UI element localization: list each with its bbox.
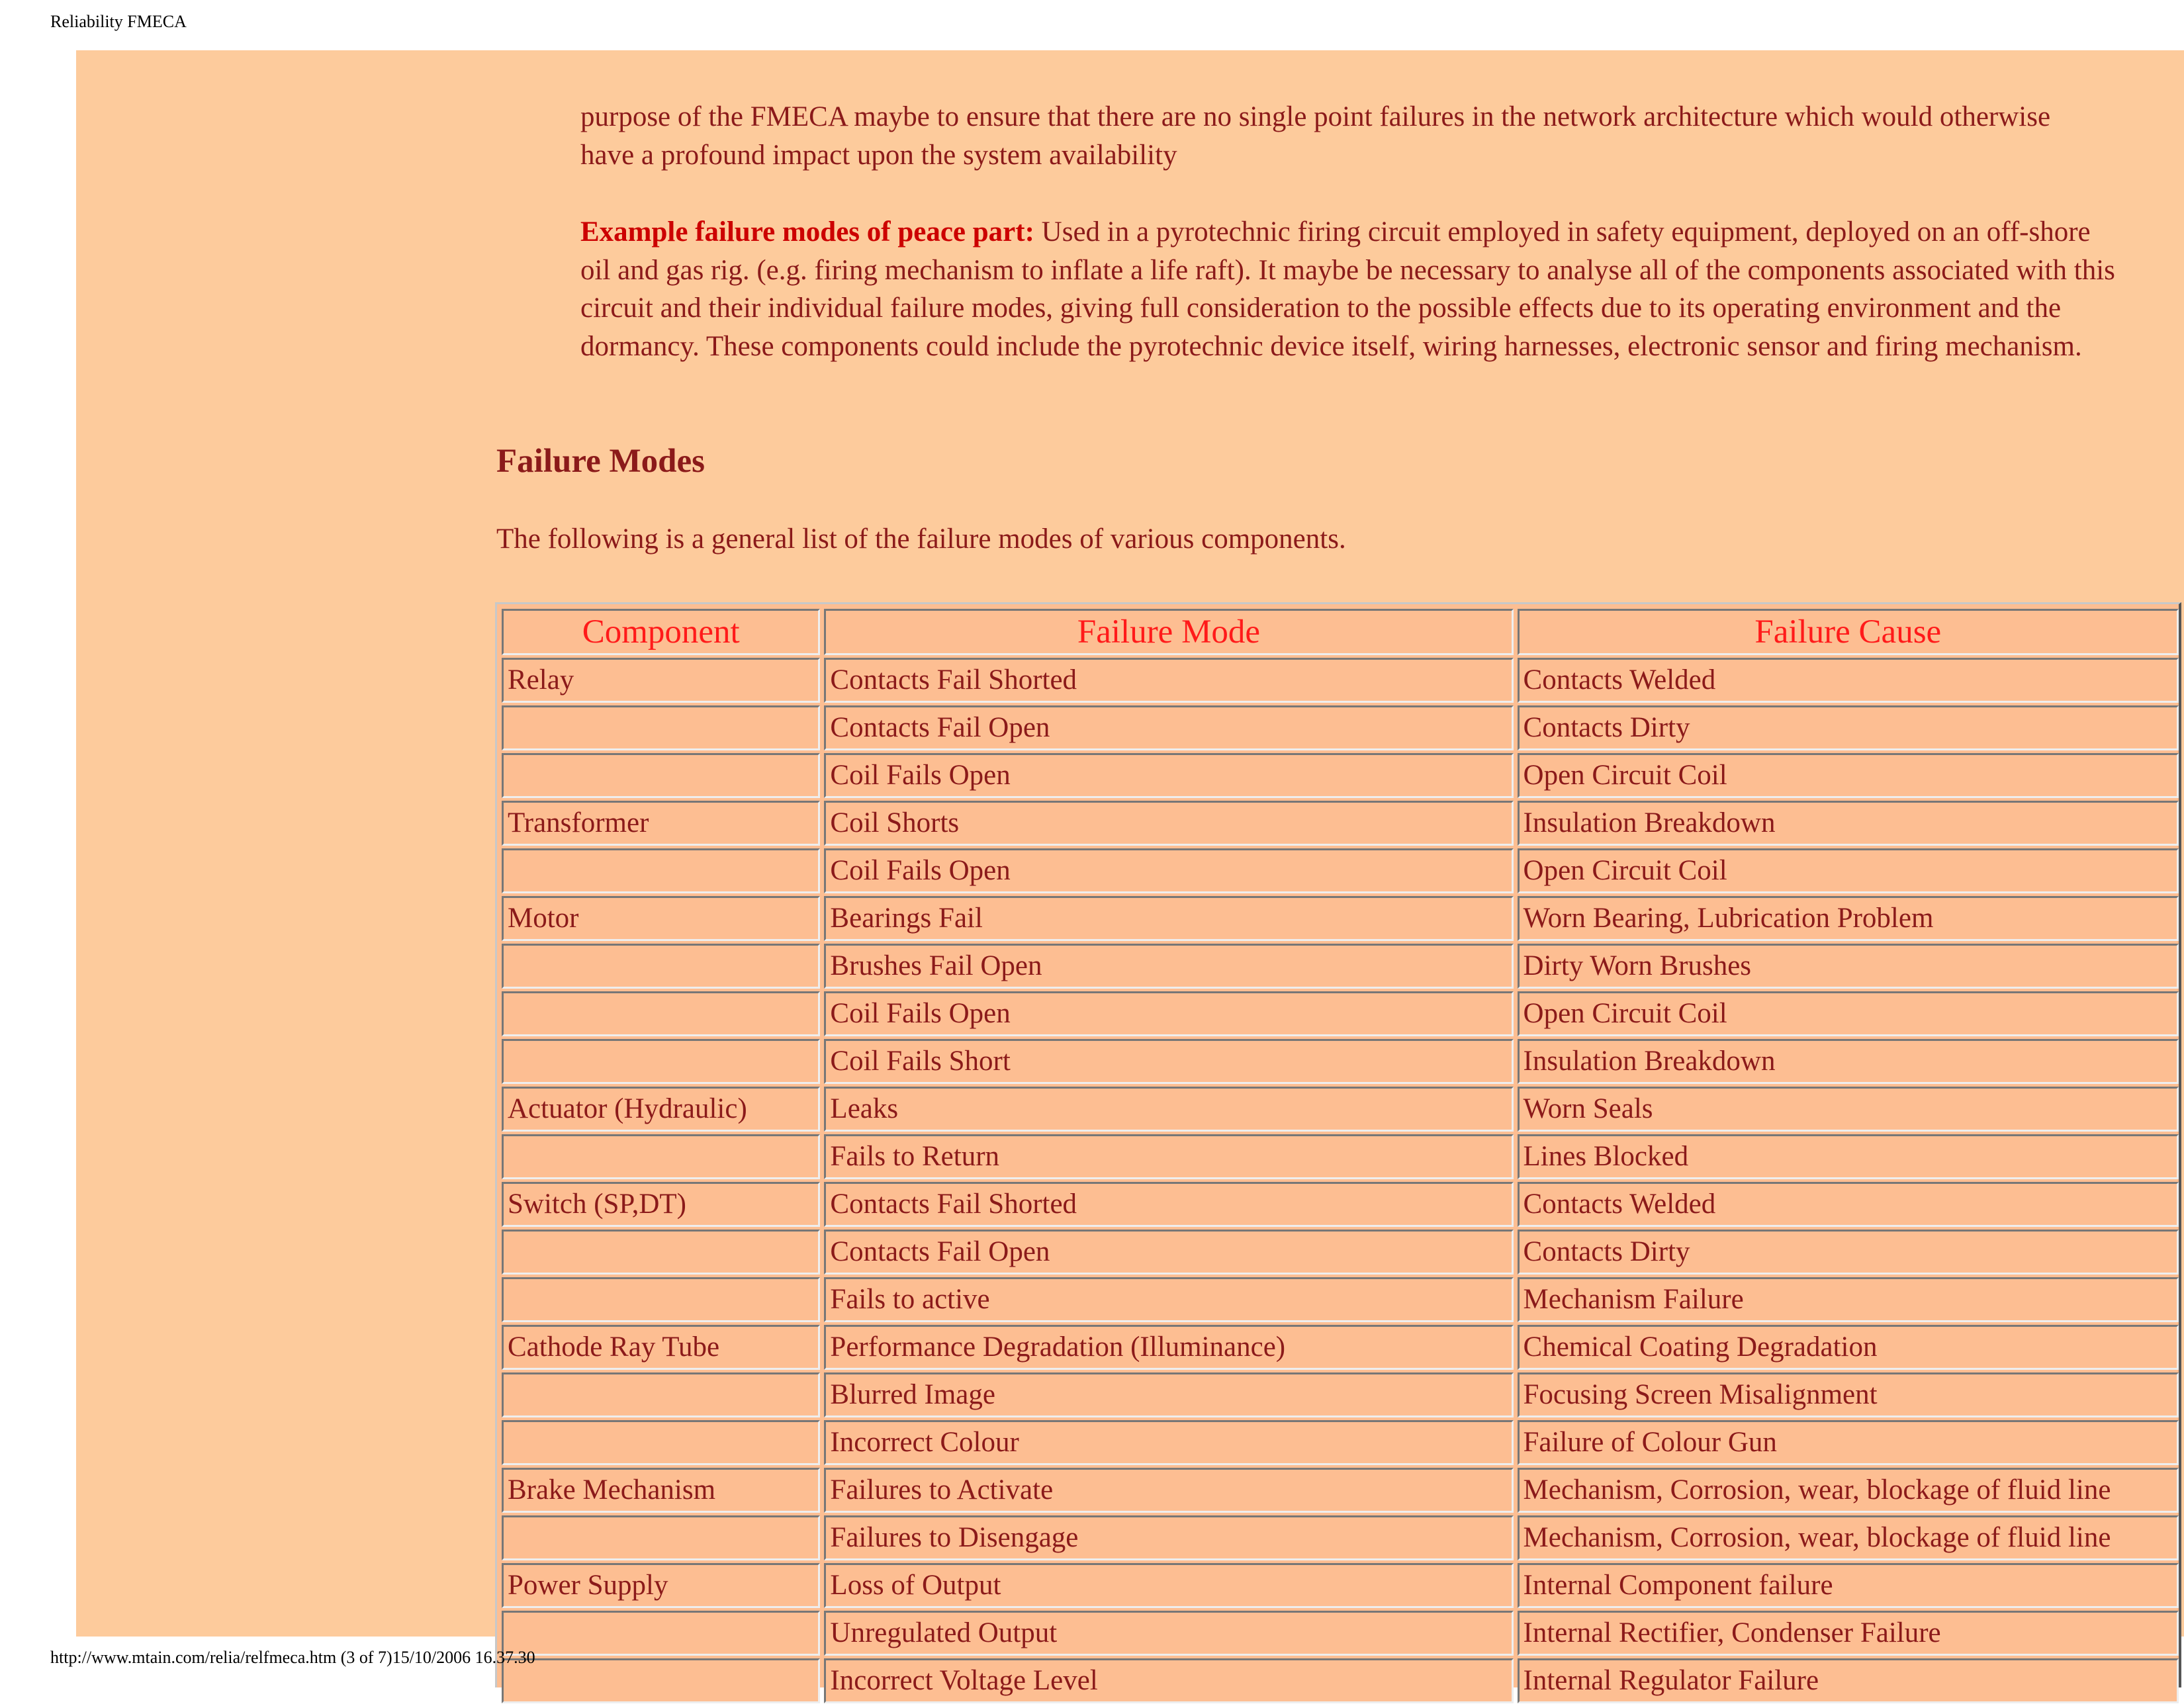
failure-mode-cell: Contacts Fail Shorted xyxy=(824,658,1513,703)
failure-mode-cell: Brushes Fail Open xyxy=(824,944,1513,989)
table-row xyxy=(502,896,2179,941)
failure-cause-cell: Mechanism, Corrosion, wear, blockage of fluid line xyxy=(1518,1515,2179,1560)
column-header-failure-cause: Failure Cause xyxy=(1518,609,2179,655)
column-header-failure-mode: Failure Mode xyxy=(824,609,1513,655)
failure-cause-cell: Contacts Dirty xyxy=(1518,705,2179,750)
component-cell xyxy=(502,1658,820,1703)
component-cell: Transformer xyxy=(502,801,820,846)
failure-cause-cell: Focusing Screen Misalignment xyxy=(1518,1372,2179,1417)
table-row xyxy=(502,801,2179,846)
failure-cause-cell: Mechanism, Corrosion, wear, blockage of fluid line xyxy=(1518,1468,2179,1513)
failure-cause-cell: Open Circuit Coil xyxy=(1518,848,2179,893)
failure-mode-cell: Failures to Disengage xyxy=(824,1515,1513,1560)
table-row xyxy=(502,944,2179,989)
component-cell: Relay xyxy=(502,658,820,703)
failure-cause-cell: Dirty Worn Brushes xyxy=(1518,944,2179,989)
component-cell xyxy=(502,848,820,893)
failure-cause-cell: Contacts Welded xyxy=(1518,1182,2179,1227)
failure-mode-cell: Coil Fails Open xyxy=(824,991,1513,1036)
component-cell xyxy=(502,1515,820,1560)
table-row xyxy=(502,658,2179,703)
failure-cause-cell: Insulation Breakdown xyxy=(1518,801,2179,846)
example-body: Used in a pyrotechnic firing circuit employed in safety equipment, deployed on an off-shore oil and gas rig. (e.g. firing mechanism to inflate a life raft). It maybe be necessary to analyse all of the components associated with this circuit and their individual failure modes, giving full consideration to the possible effects due to its operating environment and the dormancy. These components could include the pyrotechnic device itself, wiring harnesses, electronic sensor and firing mechanism. xyxy=(580,216,2115,362)
table-row xyxy=(502,1039,2179,1084)
table-row xyxy=(502,753,2179,798)
failure-mode-cell: Incorrect Voltage Level xyxy=(824,1658,1513,1703)
failure-cause-cell: Internal Regulator Failure xyxy=(1518,1658,2179,1703)
example-lead: Example failure modes of peace part: xyxy=(580,216,1034,247)
failure-cause-cell: Open Circuit Coil xyxy=(1518,991,2179,1036)
failure-mode-cell: Unregulated Output xyxy=(824,1611,1513,1656)
table-row xyxy=(502,1611,2179,1656)
failure-cause-cell: Contacts Dirty xyxy=(1518,1230,2179,1275)
failure-cause-cell: Failure of Colour Gun xyxy=(1518,1420,2179,1465)
failure-mode-cell: Failures to Activate xyxy=(824,1468,1513,1513)
table-row xyxy=(502,1325,2179,1370)
table-row xyxy=(502,1420,2179,1465)
component-cell xyxy=(502,1611,820,1656)
failure-cause-cell: Worn Seals xyxy=(1518,1087,2179,1132)
failure-mode-cell: Contacts Fail Open xyxy=(824,705,1513,750)
table-intro-text: The following is a general list of the failure modes of various components. xyxy=(496,523,1346,555)
component-cell: Cathode Ray Tube xyxy=(502,1325,820,1370)
failure-cause-cell: Lines Blocked xyxy=(1518,1134,2179,1179)
component-cell: Motor xyxy=(502,896,820,941)
table-row xyxy=(502,1515,2179,1560)
failure-modes-table xyxy=(498,606,2183,1706)
failure-cause-cell: Chemical Coating Degradation xyxy=(1518,1325,2179,1370)
table-row xyxy=(502,848,2179,893)
failure-mode-cell: Bearings Fail xyxy=(824,896,1513,941)
failure-mode-cell: Coil Shorts xyxy=(824,801,1513,846)
table-row xyxy=(502,705,2179,750)
table-row xyxy=(502,1087,2179,1132)
component-cell: Power Supply xyxy=(502,1563,820,1608)
component-cell xyxy=(502,753,820,798)
table-row xyxy=(502,991,2179,1036)
component-cell: Brake Mechanism xyxy=(502,1468,820,1513)
table-row xyxy=(502,1182,2179,1227)
failure-cause-cell: Worn Bearing, Lubrication Problem xyxy=(1518,896,2179,941)
failure-cause-cell: Internal Rectifier, Condenser Failure xyxy=(1518,1611,2179,1656)
component-cell xyxy=(502,705,820,750)
failure-cause-cell: Open Circuit Coil xyxy=(1518,753,2179,798)
failure-mode-cell: Performance Degradation (Illuminance) xyxy=(824,1325,1513,1370)
failure-mode-cell: Coil Fails Short xyxy=(824,1039,1513,1084)
failure-mode-cell: Coil Fails Open xyxy=(824,753,1513,798)
table-row xyxy=(502,1372,2179,1417)
table-row xyxy=(502,1658,2179,1703)
section-heading: Failure Modes xyxy=(496,443,705,480)
footer-url: http://www.mtain.com/relia/relfmeca.htm (3 of 7)15/10/2006 16.37.30 xyxy=(50,1648,535,1667)
failure-mode-cell: Contacts Fail Shorted xyxy=(824,1182,1513,1227)
failure-mode-cell: Blurred Image xyxy=(824,1372,1513,1417)
failure-cause-cell: Insulation Breakdown xyxy=(1518,1039,2179,1084)
failure-mode-cell: Loss of Output xyxy=(824,1563,1513,1608)
table-row xyxy=(502,1563,2179,1608)
failure-mode-cell: Leaks xyxy=(824,1087,1513,1132)
failure-modes-table-frame xyxy=(495,602,2181,1696)
table-row xyxy=(502,1468,2179,1513)
table-row xyxy=(502,1230,2179,1275)
component-cell: Actuator (Hydraulic) xyxy=(502,1087,820,1132)
component-cell xyxy=(502,1134,820,1179)
failure-mode-cell: Coil Fails Open xyxy=(824,848,1513,893)
component-cell xyxy=(502,944,820,989)
component-cell xyxy=(502,1230,820,1275)
example-paragraph xyxy=(580,213,2116,365)
failure-cause-cell: Contacts Welded xyxy=(1518,658,2179,703)
failure-mode-cell: Contacts Fail Open xyxy=(824,1230,1513,1275)
component-cell xyxy=(502,1372,820,1417)
failure-cause-cell: Mechanism Failure xyxy=(1518,1277,2179,1322)
failure-mode-cell: Fails to active xyxy=(824,1277,1513,1322)
table-body xyxy=(502,658,2179,1703)
table-row xyxy=(502,1277,2179,1322)
failure-mode-cell: Incorrect Colour xyxy=(824,1420,1513,1465)
component-cell xyxy=(502,1039,820,1084)
failure-cause-cell: Internal Component failure xyxy=(1518,1563,2179,1608)
column-header-component: Component xyxy=(502,609,820,655)
document-header-title: Reliability FMECA xyxy=(50,12,187,31)
intro-paragraph: purpose of the FMECA maybe to ensure that there are no single point failures in the network architecture which would otherwise have a profound impact upon the system availability xyxy=(580,101,2051,171)
table-header-row xyxy=(502,609,2179,655)
failure-mode-cell: Fails to Return xyxy=(824,1134,1513,1179)
component-cell: Switch (SP,DT) xyxy=(502,1182,820,1227)
component-cell xyxy=(502,1277,820,1322)
component-cell xyxy=(502,991,820,1036)
table-row xyxy=(502,1134,2179,1179)
component-cell xyxy=(502,1420,820,1465)
